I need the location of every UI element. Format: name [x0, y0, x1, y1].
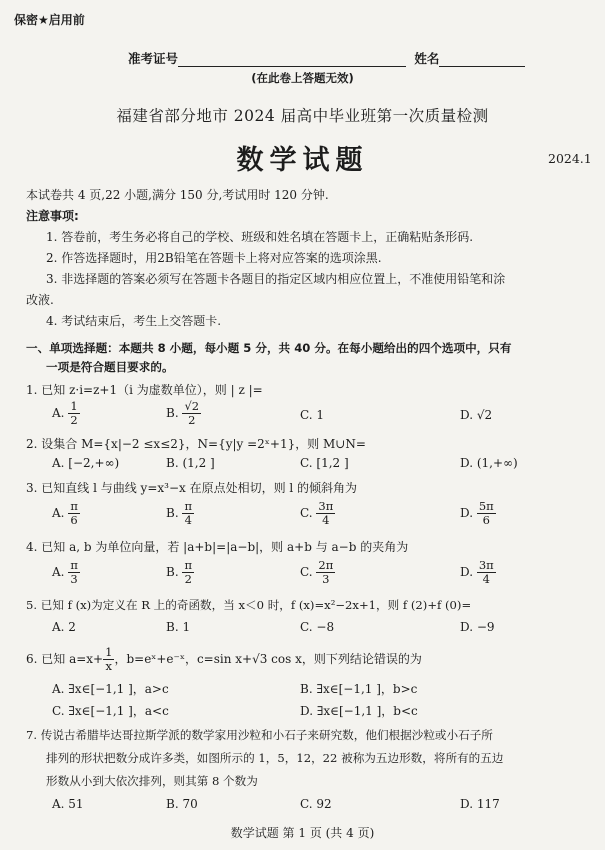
q6-option-a: A. ∃x∈[−1,1 ]，a>c	[52, 682, 169, 696]
q5-option-d: D. −9	[460, 620, 495, 634]
q4-option-a: A. $\frac{\pi}{3}$	[52, 558, 78, 586]
q2-option-c: C. [1,2 ]	[300, 456, 349, 470]
question-5-stem: 5. 已知 f (x)为定义在 R 上的奇函数，当 x＜0 时，f (x)=x²−2x+1，则 f (2)+f (0)=	[26, 598, 472, 612]
q2-option-a: A. [−2,+∞)	[52, 456, 120, 470]
question-1-stem: 1. 已知 z·i=z+1（i 为虚数单位），则 | z |=	[26, 383, 263, 397]
q1-option-d: D. √2	[460, 408, 493, 422]
name-label: 姓名	[414, 51, 440, 66]
q7-option-b: B. 70	[166, 797, 198, 811]
q5-option-a: A. 2	[52, 620, 76, 634]
question-7-line3: 形数从小到大依次排列，则其第 8 个数为	[46, 774, 258, 788]
q2-option-b: B. (1,2 ]	[166, 456, 215, 470]
question-2-stem: 2. 设集合 M={x|−2 ≤x≤2}，N={y|y =2ˣ+1}，则 M∪N=	[26, 437, 366, 451]
q1-option-c: C. 1	[300, 408, 325, 422]
question-3-stem: 3. 已知直线 l 与曲线 y=x³−x 在原点处相切，则 l 的倾斜角为	[26, 481, 358, 495]
page-footer: 数学试题 第 1 页 (共 4 页)	[230, 826, 375, 840]
exam-id-blank[interactable]	[178, 54, 406, 67]
q6-option-d: D. ∃x∈[−1,1 ]，b<c	[300, 704, 418, 718]
q6-option-c: C. ∃x∈[−1,1 ]，a<c	[52, 704, 169, 718]
q1-option-a: A. $\frac{1}{2}$	[52, 399, 78, 427]
notice-title: 注意事项:	[26, 209, 79, 223]
exam-date: 2024.1	[548, 151, 592, 166]
confidential-label: 保密★启用前	[14, 13, 85, 27]
q4-option-c: C. $\frac{2\pi}{3}$	[300, 558, 334, 586]
notice-item: 3. 非选择题的答案必须写在答题卡各题目的指定区域内相应位置上，不准使用铅笔和涂	[46, 272, 506, 286]
question-4-stem: 4. 已知 a, b 为单位向量，若 |a+b|=|a−b|，则 a+b 与 a−b 的夹角为	[26, 540, 409, 554]
q7-option-c: C. 92	[300, 797, 332, 811]
answer-invalid-note: (在此卷上答题无效)	[251, 71, 354, 85]
section-heading-cont: 一项是符合题目要求的。	[46, 360, 174, 374]
q7-option-d: D. 117	[460, 797, 500, 811]
exam-info-line	[128, 49, 525, 67]
q3-option-d: D. $\frac{5\pi}{6}$	[460, 499, 494, 527]
exam-title: 福建省部分地市 2024 届高中毕业班第一次质量检测	[116, 107, 489, 125]
name-blank[interactable]	[439, 54, 525, 67]
paper-summary: 本试卷共 4 页,22 小题,满分 150 分,考试用时 120 分钟.	[26, 188, 329, 202]
question-6-stem: 6. 已知 a=x+ $\frac{1}{x}$ ，b=eˣ+e⁻ˣ，c=sin x+√3 cos x，则下列结论错误的为	[26, 645, 422, 673]
q6-option-b: B. ∃x∈[−1,1 ]，b>c	[300, 682, 418, 696]
q3-option-b: B. $\frac{\pi}{4}$	[166, 499, 193, 527]
notice-item: 1. 答卷前，考生务必将自己的学校、班级和姓名填在答题卡上，正确粘贴条形码.	[46, 230, 474, 244]
q5-option-b: B. 1	[166, 620, 191, 634]
exam-id-label: 准考证号	[128, 51, 179, 66]
subject-title: 数学试题	[236, 145, 369, 176]
notice-item: 2. 作答选择题时，用2B铅笔在答题卡上将对应答案的选项涂黑.	[46, 251, 382, 265]
q1-option-b: B. $\frac{√2}{2}$	[166, 399, 200, 427]
q4-option-d: D. $\frac{3\pi}{4}$	[460, 558, 494, 586]
q4-option-b: B. $\frac{\pi}{2}$	[166, 558, 193, 586]
q5-option-c: C. −8	[300, 620, 335, 634]
q3-option-c: C. $\frac{3\pi}{4}$	[300, 499, 334, 527]
q2-option-d: D. (1,+∞)	[460, 456, 518, 470]
q7-option-a: A. 51	[52, 797, 84, 811]
section-heading: 一、单项选择题：本题共 8 小题，每小题 5 分，共 40 分。在每小题给出的四个选项中，只有	[26, 341, 512, 355]
notice-item: 改液.	[26, 293, 54, 307]
notice-item: 4. 考试结束后，考生上交答题卡.	[46, 314, 222, 328]
question-7-line1: 7. 传说古希腊毕达哥拉斯学派的数学家用沙粒和小石子来研究数，他们根据沙粒或小石子所	[26, 728, 493, 742]
q3-option-a: A. $\frac{\pi}{6}$	[52, 499, 78, 527]
question-7-line2: 排列的形状把数分成许多类，如图所示的 1，5，12，22 被称为五边形数，将所有的五边	[46, 751, 504, 765]
